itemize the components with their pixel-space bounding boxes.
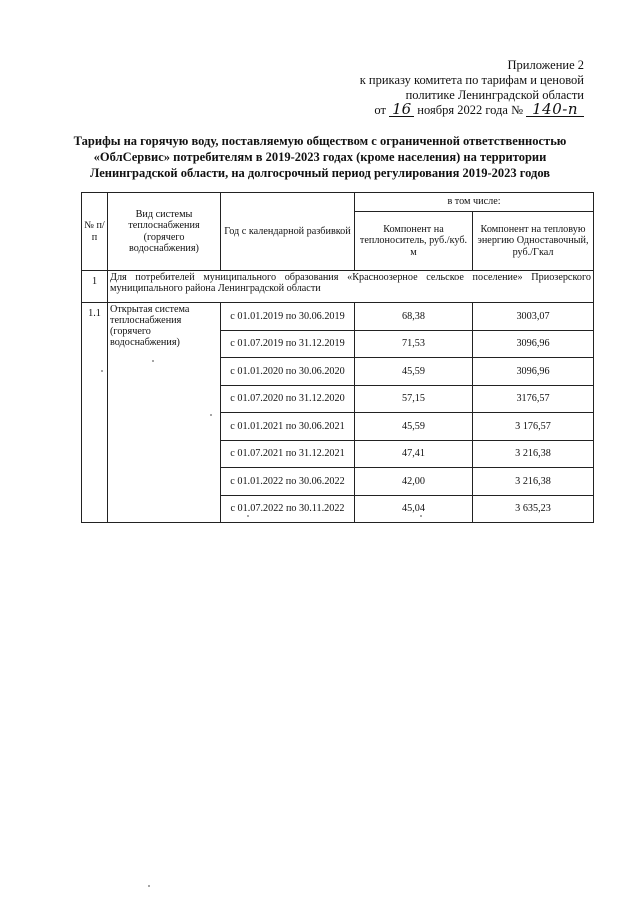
col-header-energy: Компонент на тепловую энергию Одноставочный, руб./Гкал — [473, 212, 594, 271]
period-cell: с 01.07.2020 по 31.12.2020 — [221, 385, 355, 413]
group-number: 1 — [82, 271, 108, 303]
period-cell: с 01.07.2019 по 31.12.2019 — [221, 330, 355, 358]
energy-value-cell: 3176,57 — [473, 385, 594, 413]
carrier-value-cell: 47,41 — [355, 440, 473, 468]
scan-speck — [420, 515, 422, 517]
title-line-3: Ленинградской области, на долгосрочный период регулирования 2019-2023 годов — [89, 166, 551, 180]
subgroup-number: 1.1 — [82, 303, 108, 523]
carrier-value-cell: 45,04 — [355, 495, 473, 523]
energy-value-cell: 3 216,38 — [473, 468, 594, 496]
col-header-period: Год с календарной разбивкой — [221, 193, 355, 271]
col-header-number: № п/п — [82, 193, 108, 271]
title-line-2: «ОблСервис» потребителям в 2019-2023 годах (кроме населения) на территории — [93, 150, 547, 164]
appendix-order-date — [324, 100, 584, 118]
energy-value-cell: 3 635,23 — [473, 495, 594, 523]
energy-value-cell: 3 216,38 — [473, 440, 594, 468]
carrier-value-cell: 42,00 — [355, 468, 473, 496]
period-cell: с 01.07.2021 по 31.12.2021 — [221, 440, 355, 468]
group-row — [82, 271, 594, 303]
order-number-handwritten: 140-п — [526, 103, 584, 117]
energy-value-cell: 3096,96 — [473, 330, 594, 358]
carrier-value-cell: 57,15 — [355, 385, 473, 413]
document-title — [70, 133, 570, 181]
period-cell: с 01.07.2022 по 30.11.2022 — [221, 495, 355, 523]
scan-speck — [152, 360, 154, 362]
carrier-value-cell: 45,59 — [355, 413, 473, 441]
appendix-order-ref: к приказу комитета по тарифам и ценовой — [359, 73, 584, 87]
scan-speck — [210, 414, 212, 416]
carrier-value-cell: 68,38 — [355, 303, 473, 331]
appendix-header — [324, 58, 584, 118]
period-cell: с 01.01.2019 по 30.06.2019 — [221, 303, 355, 331]
appendix-title: Приложение 2 — [507, 58, 584, 72]
period-cell: с 01.01.2021 по 30.06.2021 — [221, 413, 355, 441]
appendix-committee: политике Ленинградской области — [405, 88, 584, 102]
system-type-cell: Открытая система теплоснабжения (горячего водоснабжения) — [108, 303, 221, 523]
energy-value-cell: 3096,96 — [473, 358, 594, 386]
carrier-value-cell: 45,59 — [355, 358, 473, 386]
group-description: Для потребителей муниципального образования «Красноозерное сельское поселение» Приозерского муниципального района Ленинградской области — [108, 271, 594, 303]
col-header-including: в том числе: — [355, 193, 594, 212]
period-cell: с 01.01.2022 по 30.06.2022 — [221, 468, 355, 496]
tariff-table — [81, 192, 594, 523]
table-row — [82, 303, 594, 331]
order-date-prefix: от — [374, 103, 386, 117]
col-header-system: Вид системы теплоснабжения (горячего водоснабжения) — [108, 193, 221, 271]
carrier-value-cell: 71,53 — [355, 330, 473, 358]
period-cell: с 01.01.2020 по 30.06.2020 — [221, 358, 355, 386]
energy-value-cell: 3 176,57 — [473, 413, 594, 441]
order-date-suffix: ноября 2022 года № — [417, 103, 524, 117]
order-day-handwritten: 16 — [389, 103, 414, 117]
energy-value-cell: 3003,07 — [473, 303, 594, 331]
header-row — [82, 193, 594, 212]
col-header-carrier: Компонент на теплоноситель, руб./куб. м — [355, 212, 473, 271]
title-line-1: Тарифы на горячую воду, поставляемую обществом с ограниченной ответственностью — [73, 134, 567, 148]
scan-speck — [148, 885, 150, 887]
scan-speck — [247, 515, 249, 517]
scan-speck — [101, 370, 103, 372]
